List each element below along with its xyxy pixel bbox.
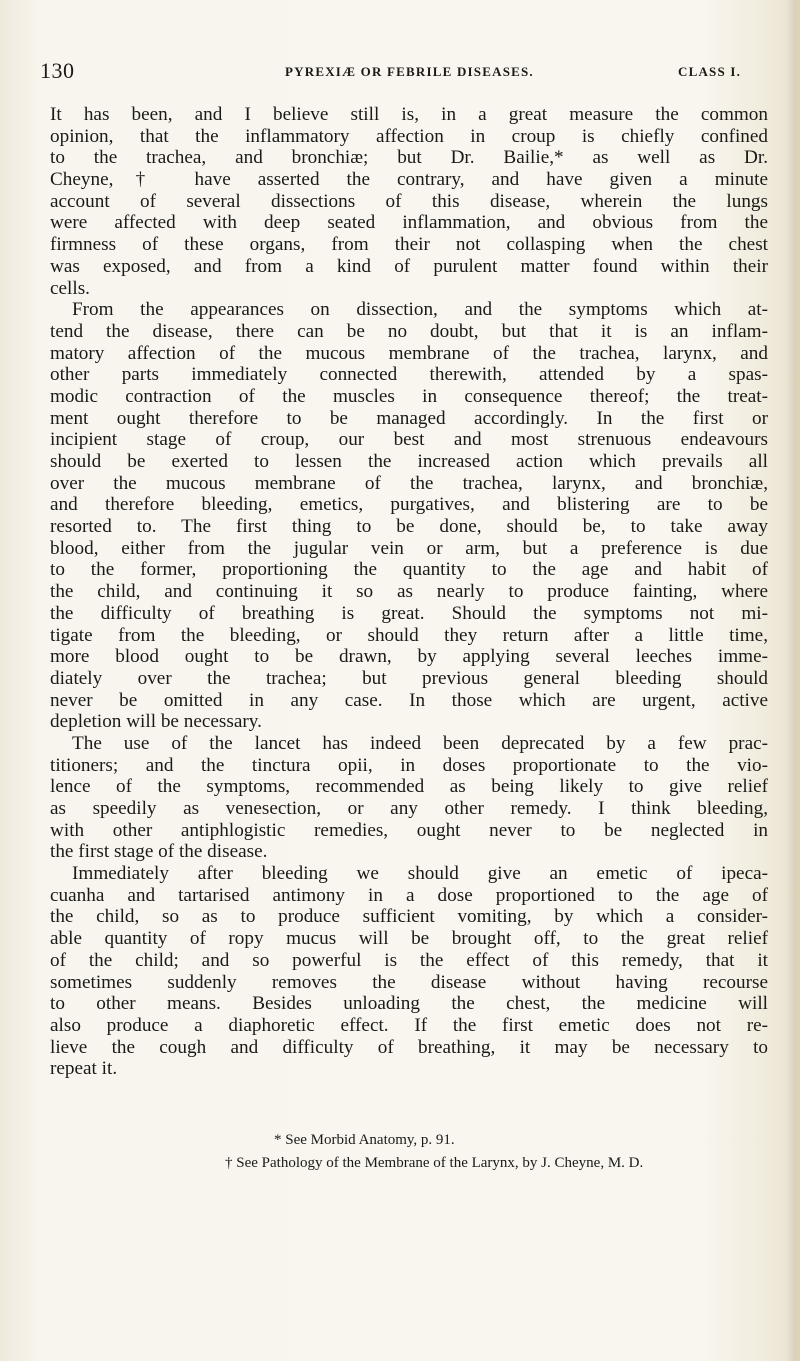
page-number: 130 bbox=[40, 58, 75, 83]
text-line: more blood ought to be drawn, by applying several leeches imme- bbox=[50, 646, 768, 668]
text-line: cells. bbox=[50, 277, 90, 299]
text-line: to the trachea, and bronchiæ; but Dr. Bailie,* as well as Dr. bbox=[50, 147, 768, 169]
text-line: incipient stage of croup, our best and most strenuous endeavours bbox=[50, 429, 768, 451]
text-line: the child, so as to produce sufficient vomiting, by which a consider- bbox=[50, 906, 768, 928]
text-line: Immediately after bleeding we should give an emetic of ipeca- bbox=[72, 863, 768, 885]
text-line: to the former, proportioning the quantity to the age and habit of bbox=[50, 559, 768, 581]
text-line: with other antiphlogistic remedies, ought never to be neglected in bbox=[50, 819, 768, 841]
text-line: to other means. Besides unloading the chest, the medicine will bbox=[50, 993, 768, 1015]
running-head bbox=[40, 58, 770, 88]
text-line: titioners; and the tinctura opii, in doses proportionate to the vio- bbox=[50, 754, 768, 776]
text-line: modic contraction of the muscles in consequence thereof; the treat- bbox=[50, 385, 768, 407]
text-line: diately over the trachea; but previous general bleeding should bbox=[50, 667, 768, 689]
text-line: the child, and continuing it so as nearly to produce fainting, where bbox=[50, 581, 768, 603]
text-line: tigate from the bleeding, or should they return after a little time, bbox=[50, 624, 768, 646]
text-line: firmness of these organs, from their not collasping when the chest bbox=[50, 234, 768, 256]
text-line: other parts immediately connected therewith, attended by a spas- bbox=[50, 364, 768, 386]
class-label: CLASS I. bbox=[678, 64, 742, 79]
text-line: was exposed, and from a kind of purulent matter found within their bbox=[50, 255, 768, 277]
text-line: The use of the lancet has indeed been deprecated by a few prac- bbox=[72, 732, 768, 754]
text-line: resorted to. The first thing to be done, should be, to take away bbox=[50, 516, 768, 538]
text-line: the first stage of the disease. bbox=[50, 841, 268, 863]
footnotes bbox=[50, 1129, 768, 1175]
text-line: of the child; and so powerful is the effect of this remedy, that it bbox=[50, 949, 768, 971]
body-text bbox=[50, 104, 768, 1080]
text-line: account of several dissections of this disease, wherein the lungs bbox=[50, 190, 768, 212]
text-line: never be omitted in any case. In those which are urgent, active bbox=[50, 689, 768, 711]
text-line: sometimes suddenly removes the disease without having recourse bbox=[50, 971, 768, 993]
text-line: able quantity of ropy mucus will be brought off, to the great relief bbox=[50, 928, 768, 950]
running-title: PYREXIÆ OR FEBRILE DISEASES. bbox=[285, 64, 534, 79]
page-edge-shadow bbox=[786, 0, 800, 1361]
text-line: matory affection of the mucous membrane of the trachea, larynx, and bbox=[50, 342, 768, 364]
text-line: over the mucous membrane of the trachea, larynx, and bronchiæ, bbox=[50, 472, 768, 494]
text-line: cuanha and tartarised antimony in a dose proportioned to the age of bbox=[50, 884, 768, 906]
text-line: ment ought therefore to be managed accordingly. In the first or bbox=[50, 407, 768, 429]
text-line: From the appearances on dissection, and the symptoms which at- bbox=[72, 299, 768, 321]
text-line: tend the disease, there can be no doubt, but that it is an inflam- bbox=[50, 320, 768, 342]
text-line: Cheyne,† have asserted the contrary, and have given a minute bbox=[50, 169, 768, 191]
text-line: the difficulty of breathing is great. Should the symptoms not mi- bbox=[50, 602, 768, 624]
text-line: It has been, and I believe still is, in a great measure the common bbox=[50, 104, 768, 125]
text-line: lence of the symptoms, recommended as being likely to give relief bbox=[50, 776, 768, 798]
text-line: opinion, that the inflammatory affection in croup is chiefly confined bbox=[50, 125, 768, 147]
footnote-2: † See Pathology of the Membrane of the Larynx, by J. Cheyne, M. D. bbox=[225, 1155, 644, 1171]
text-line: were affected with deep seated inflammation, and obvious from the bbox=[50, 212, 768, 234]
text-line: also produce a diaphoretic effect. If the first emetic does not re- bbox=[50, 1014, 768, 1036]
text-line: lieve the cough and difficulty of breathing, it may be necessary to bbox=[50, 1036, 768, 1058]
footnote-1: * See Morbid Anatomy, p. 91. bbox=[274, 1132, 455, 1148]
text-line: repeat it. bbox=[50, 1058, 118, 1080]
text-line: should be exerted to lessen the increased action which prevails all bbox=[50, 451, 768, 472]
text-line: and therefore bleeding, emetics, purgatives, and blistering are to be bbox=[50, 494, 768, 516]
text-line: as speedily as venesection, or any other remedy. I think bleeding, bbox=[50, 798, 768, 819]
text-line: depletion will be necessary. bbox=[50, 711, 262, 733]
text-line: blood, either from the jugular vein or arm, but a preference is due bbox=[50, 537, 768, 559]
